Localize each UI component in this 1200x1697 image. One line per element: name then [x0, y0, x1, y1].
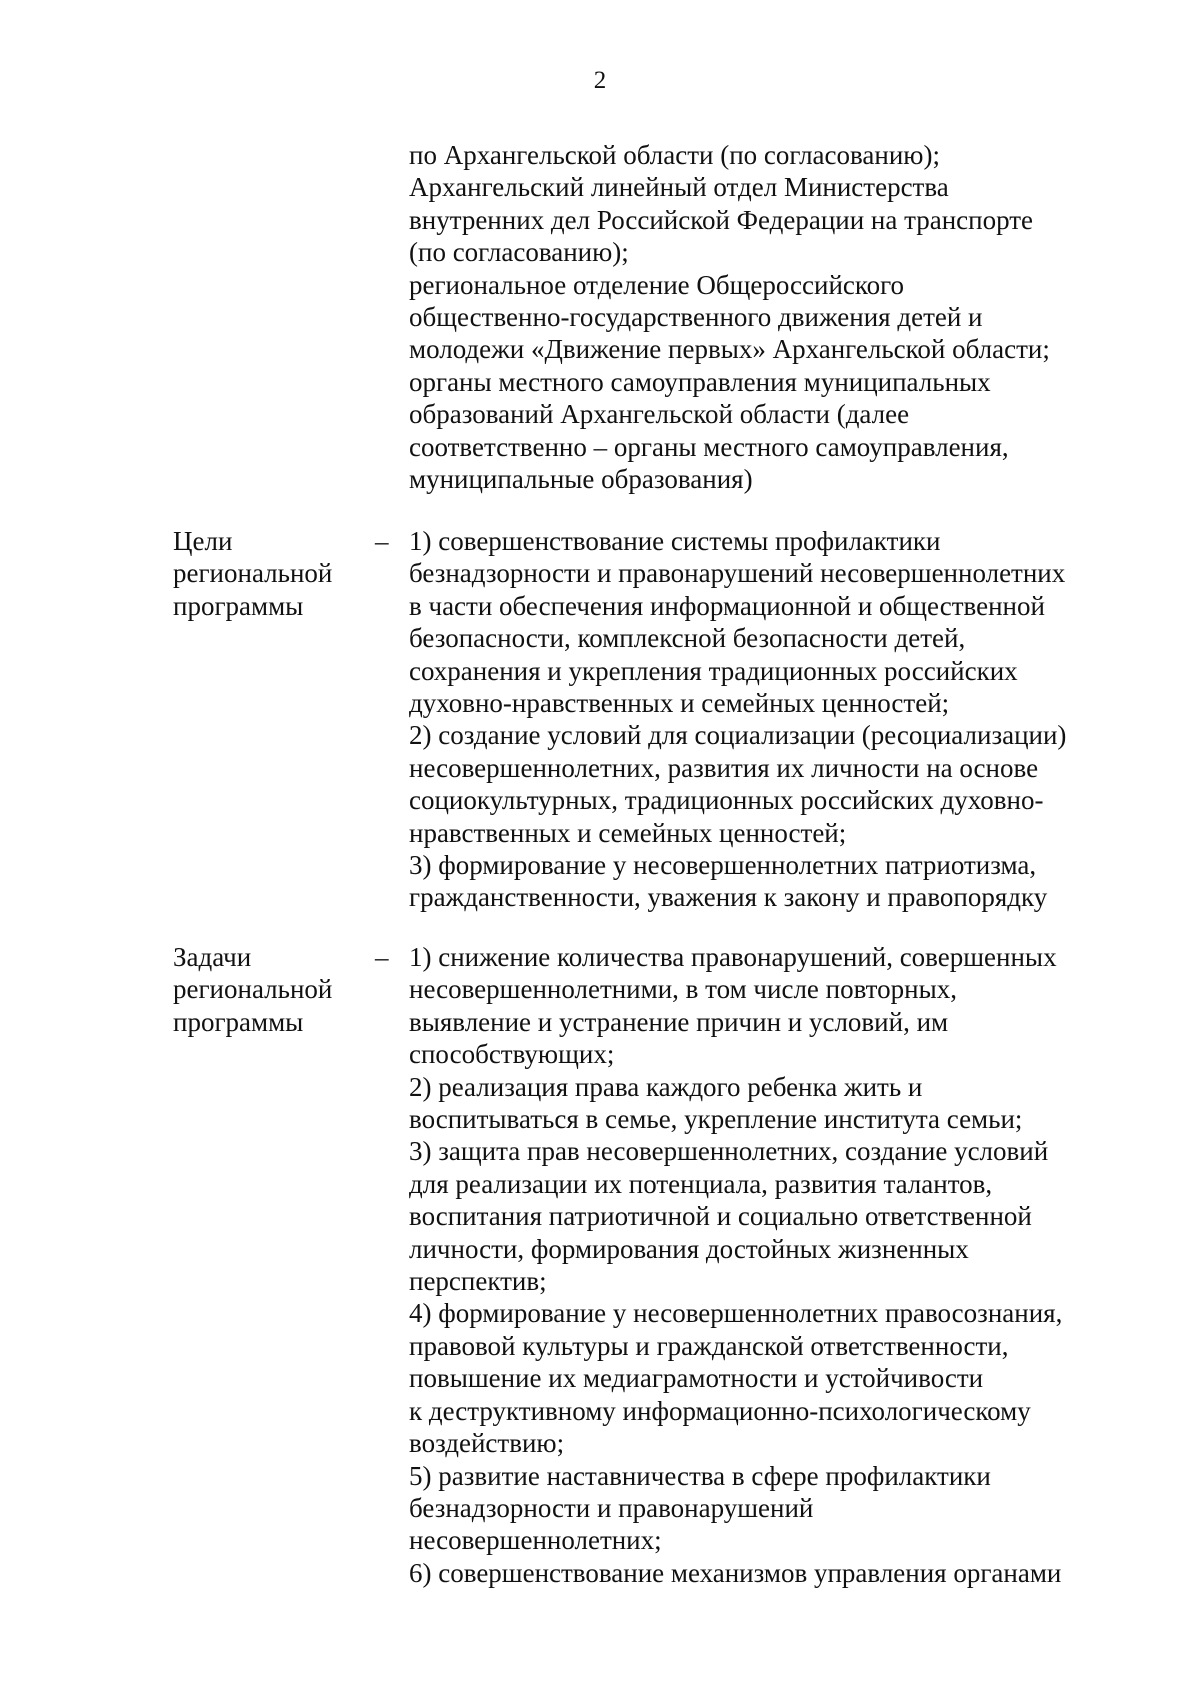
page-number: 2 — [593, 67, 607, 94]
text-line: безопасности, комплексной безопасности детей, — [409, 623, 966, 654]
text-line: Архангельский линейный отдел Министерства — [409, 172, 949, 203]
text-line: несовершеннолетних, развития их личности на основе — [409, 752, 1039, 783]
text-line: безнадзорности и правонарушений несовершеннолетних — [409, 558, 1066, 589]
tasks-label — [173, 941, 353, 1038]
text-line: выявление и устранение причин и условий, им — [409, 1006, 949, 1037]
text-line: 2) создание условий для социализации (ресоциализации) — [409, 720, 1067, 751]
text-line: 4) формирование у несовершеннолетних правосознания, — [409, 1298, 1063, 1329]
tasks-dash: – — [375, 942, 389, 972]
text-line: воздействию; — [409, 1428, 565, 1459]
text-line: по Архангельской области (по согласованию); — [409, 140, 940, 170]
goals-dash: – — [375, 526, 389, 556]
text-line: (по согласованию); — [409, 237, 629, 268]
text-line: 6) совершенствование механизмов управления органами — [409, 1557, 1062, 1588]
text-line: 3) защита прав несовершеннолетних, создание условий — [409, 1136, 1049, 1167]
label-line: Цели — [173, 526, 233, 556]
text-line: общественно-государственного движения детей и — [409, 302, 983, 333]
text-line: в части обеспечения информационной и общественной — [409, 590, 1045, 621]
text-line: повышение их медиаграмотности и устойчивости — [409, 1363, 984, 1394]
text-line: гражданственности, уважения к закону и правопорядку — [409, 882, 1048, 913]
text-line: 3) формирование у несовершеннолетних патриотизма, — [409, 850, 1037, 881]
text-line: нравственных и семейных ценностей; — [409, 817, 847, 848]
text-line: несовершеннолетними, в том числе повторных, — [409, 974, 957, 1005]
text-line: несовершеннолетних; — [409, 1525, 662, 1556]
text-line: воспитания патриотичной и социально ответственной — [409, 1201, 1032, 1232]
label-line: региональной — [173, 974, 333, 1005]
participants-continuation — [409, 139, 1129, 495]
goals-body — [409, 525, 1129, 914]
text-line: образований Архангельской области (далее — [409, 399, 910, 430]
text-line: социокультурных, традиционных российских духовно- — [409, 785, 1044, 816]
text-line: 1) снижение количества правонарушений, совершенных — [409, 942, 1057, 972]
text-line: безнадзорности и правонарушений — [409, 1492, 814, 1523]
text-line: 1) совершенствование системы профилактики — [409, 526, 941, 556]
tasks-body — [409, 941, 1129, 1589]
text-line: региональное отделение Общероссийского — [409, 269, 905, 300]
text-line: 5) развитие наставничества в сфере профилактики — [409, 1460, 991, 1491]
text-line: перспектив; — [409, 1266, 547, 1297]
text-line: органы местного самоуправления муниципальных — [409, 366, 991, 397]
text-line: внутренних дел Российской Федерации на транспорте — [409, 204, 1034, 235]
text-line: личности, формирования достойных жизненных — [409, 1233, 969, 1264]
text-line: для реализации их потенциала, развития талантов, — [409, 1168, 993, 1199]
text-line: муниципальные образования) — [409, 464, 753, 495]
text-line: к деструктивному информационно-психологическому — [409, 1395, 1031, 1426]
text-line: соответственно – органы местного самоуправления, — [409, 431, 1009, 462]
text-line: правовой культуры и гражданской ответственности, — [409, 1330, 1009, 1361]
text-line: способствующих; — [409, 1039, 615, 1070]
label-line: программы — [173, 1006, 304, 1037]
label-line: Задачи — [173, 942, 252, 972]
label-line: программы — [173, 590, 304, 621]
text-line: сохранения и укрепления традиционных российских — [409, 655, 1018, 686]
text-line: духовно-нравственных и семейных ценностей; — [409, 688, 950, 719]
goals-label — [173, 525, 353, 622]
text-line: воспитываться в семье, укрепление института семьи; — [409, 1104, 1023, 1135]
text-line: молодежи «Движение первых» Архангельской области; — [409, 334, 1050, 365]
text-line: 2) реализация права каждого ребенка жить и — [409, 1071, 923, 1102]
label-line: региональной — [173, 558, 333, 589]
